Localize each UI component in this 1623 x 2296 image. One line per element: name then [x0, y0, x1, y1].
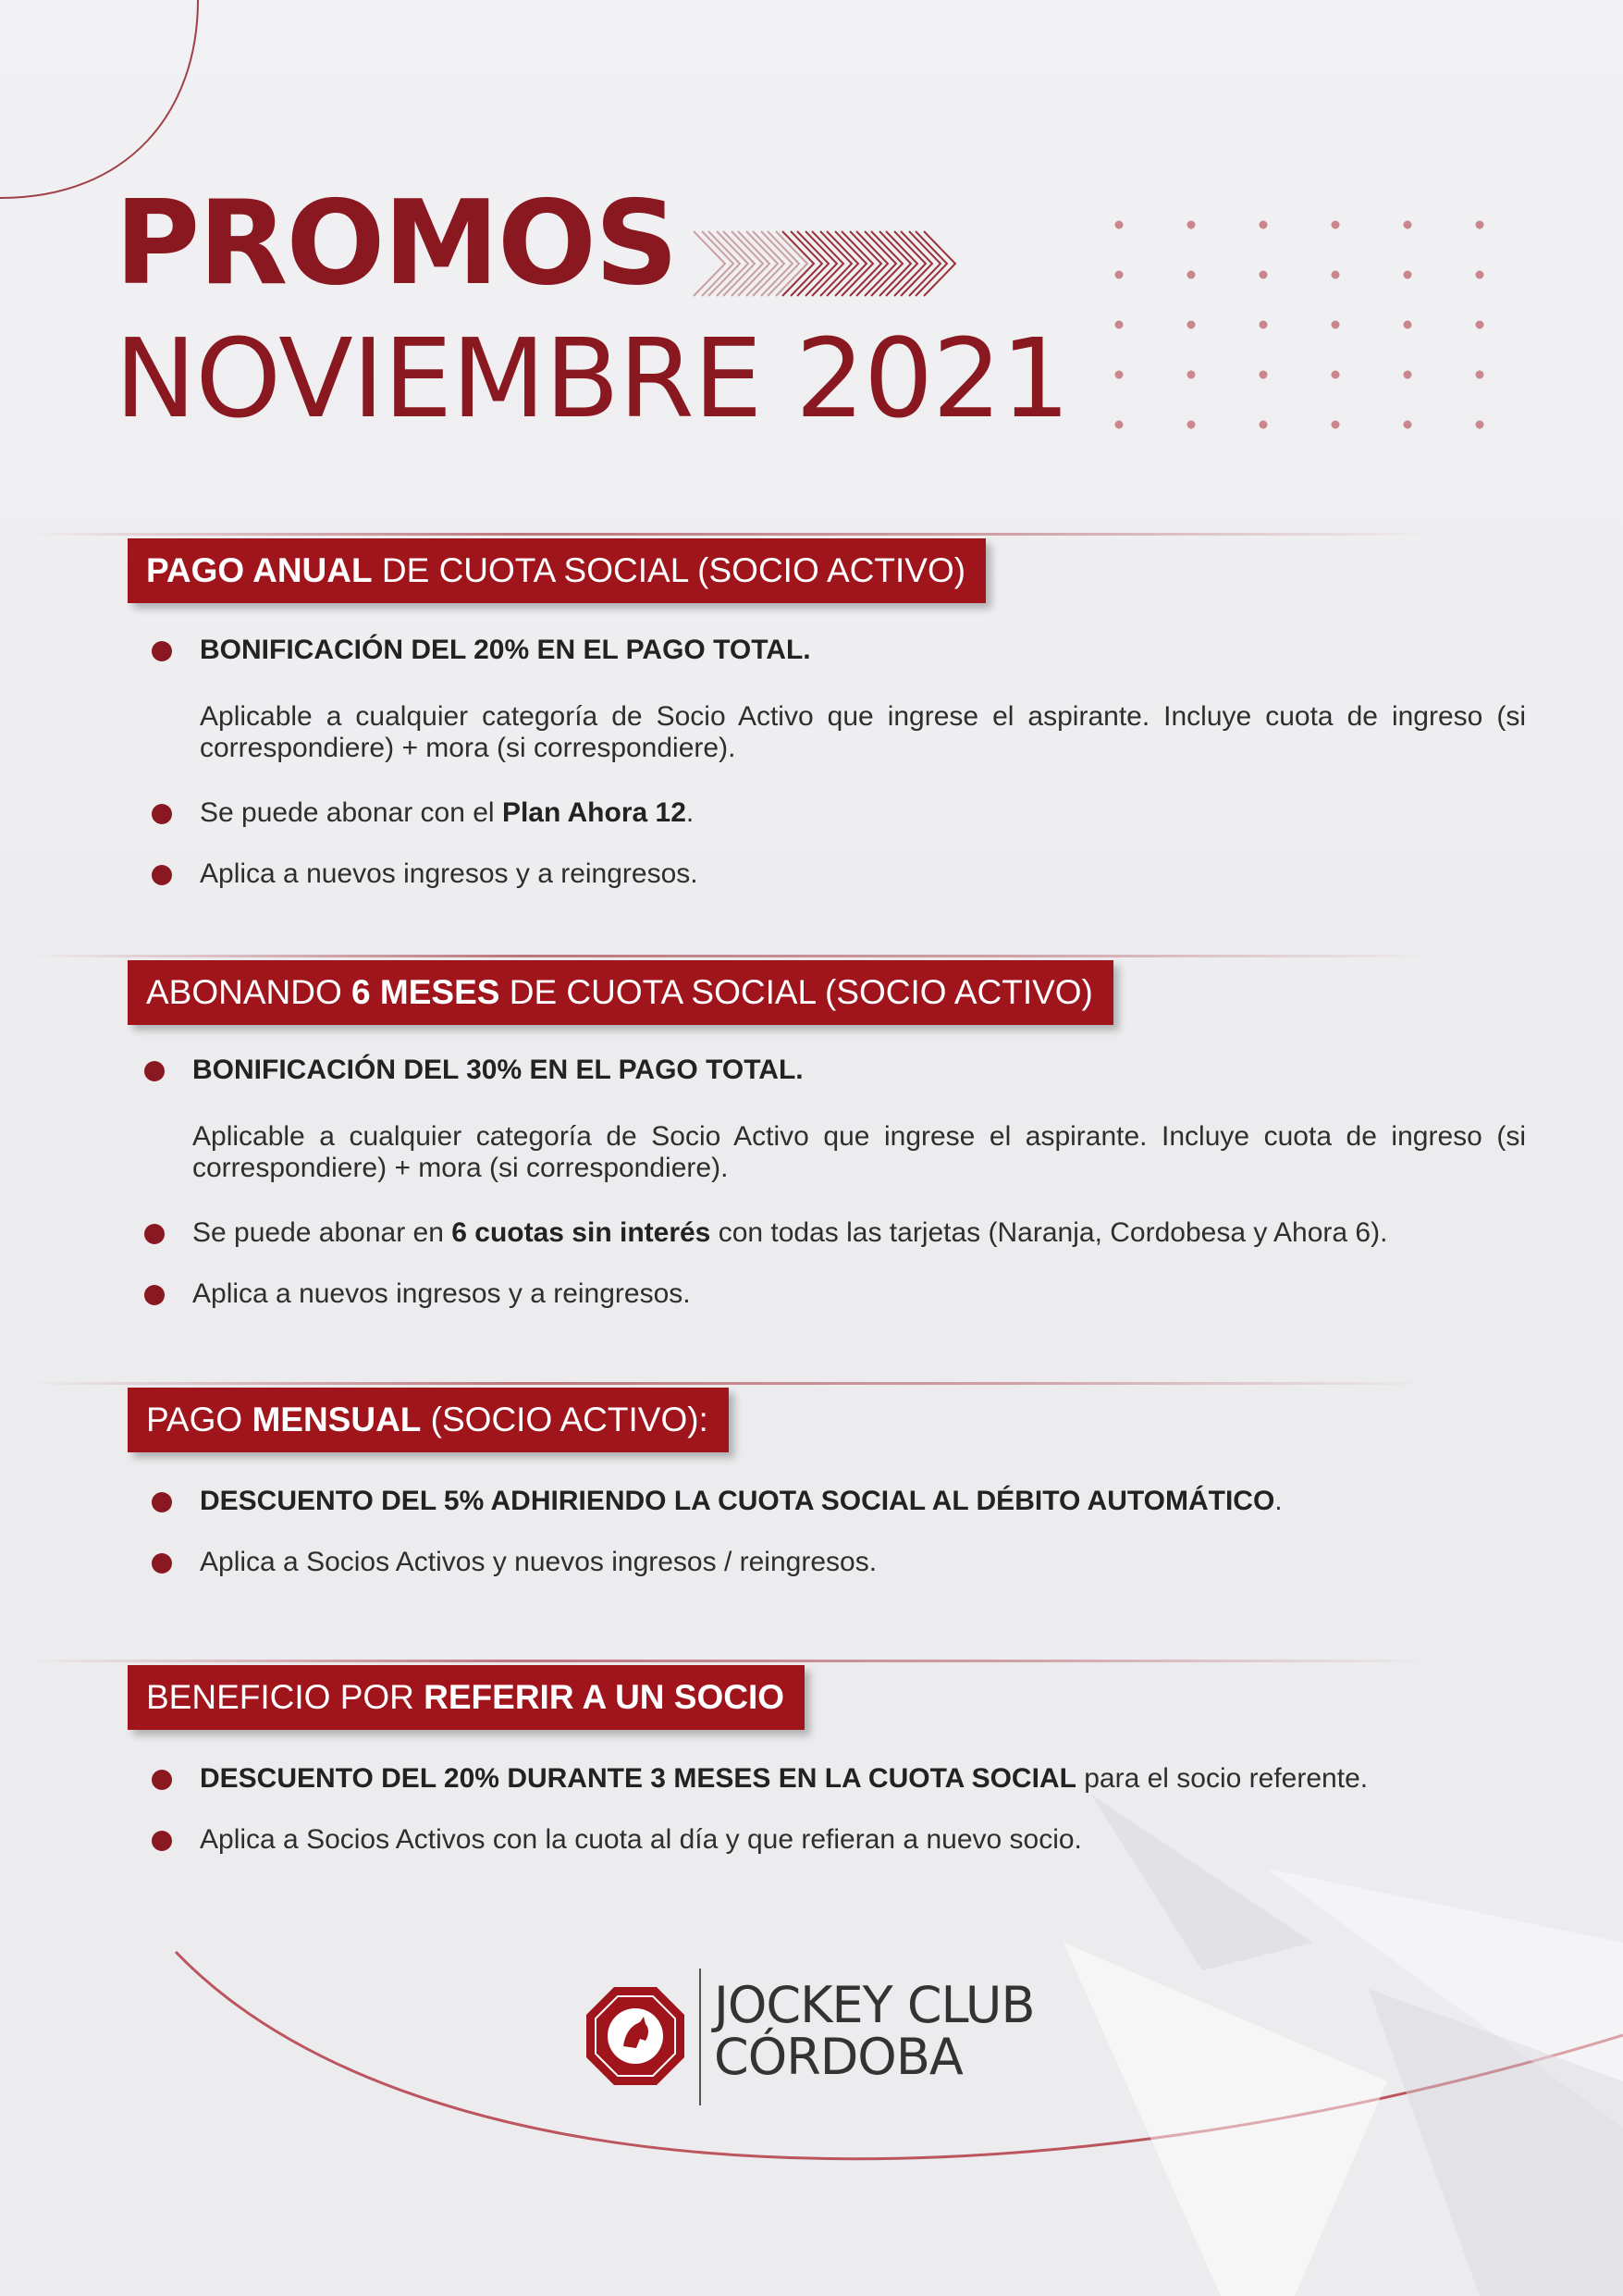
bullet-icon [144, 1061, 165, 1081]
section-divider [28, 533, 1433, 536]
bullet-icon [152, 804, 172, 824]
bullet-icon [152, 1770, 172, 1790]
section-divider [28, 1382, 1433, 1385]
bullet-icon [152, 865, 172, 885]
jockey-club-emblem-icon [584, 1985, 686, 2087]
bullet-icon [144, 1285, 165, 1305]
list-item: BONIFICACIÓN DEL 30% EN EL PAGO TOTAL. Aplicable a cualquier categoría de Socio Activo que ingrese el aspirante. Incluye cuota de ingreso (si correspondiere) + mora (si correspondiere). [141, 1055, 1526, 1184]
section-divider [28, 1660, 1433, 1662]
section-items [148, 1763, 1526, 1856]
title-month: NOVIEMBRE 2021 [115, 315, 1070, 442]
section-items [141, 1055, 1526, 1310]
list-item: Aplica a Socios Activos con la cuota al día y que refieran a nuevo socio. [148, 1824, 1526, 1856]
bullet-icon [152, 641, 172, 661]
bullet-icon [144, 1224, 165, 1244]
list-item: Se puede abonar con el Plan Ahora 12. [148, 797, 1526, 829]
section-divider [28, 955, 1433, 957]
list-item: Aplica a Socios Activos y nuevos ingresos / reingresos. [148, 1547, 1526, 1578]
bullet-icon [152, 1831, 172, 1851]
section-banner: PAGO ANUAL DE CUOTA SOCIAL (SOCIO ACTIVO) [128, 538, 986, 603]
section-banner: BENEFICIO POR REFERIR A UN SOCIO [128, 1665, 805, 1730]
list-item: Aplica a nuevos ingresos y a reingresos. [141, 1278, 1526, 1310]
list-item: Se puede abonar en 6 cuotas sin interés con todas las tarjetas (Naranja, Cordobesa y Ahora 6). [141, 1217, 1526, 1249]
section-banner: ABONANDO 6 MESES DE CUOTA SOCIAL (SOCIO ACTIVO) [128, 960, 1113, 1025]
list-item: BONIFICACIÓN DEL 20% EN EL PAGO TOTAL. Aplicable a cualquier categoría de Socio Activo que ingrese el aspirante. Incluye cuota de ingreso (si correspondiere) + mora (si correspondiere). [148, 635, 1526, 764]
section-items [148, 1486, 1526, 1578]
dot-grid-decoration [1100, 204, 1526, 435]
list-item: DESCUENTO DEL 5% ADHIRIENDO LA CUOTA SOCIAL AL DÉBITO AUTOMÁTICO. [148, 1486, 1526, 1517]
title-promos: PROMOS [115, 175, 677, 311]
chevron-arrows-decoration [675, 213, 1064, 315]
list-item: DESCUENTO DEL 20% DURANTE 3 MESES EN LA CUOTA SOCIAL para el socio referente. [148, 1763, 1526, 1795]
section-items [148, 635, 1526, 890]
bullet-icon [152, 1553, 172, 1574]
logo-wordmark: JOCKEY CLUB CÓRDOBA [714, 1976, 1035, 2086]
list-item: Aplica a nuevos ingresos y a reingresos. [148, 858, 1526, 890]
section-banner: PAGO MENSUAL (SOCIO ACTIVO): [128, 1388, 729, 1452]
bullet-icon [152, 1492, 172, 1512]
logo-divider [699, 1969, 701, 2105]
